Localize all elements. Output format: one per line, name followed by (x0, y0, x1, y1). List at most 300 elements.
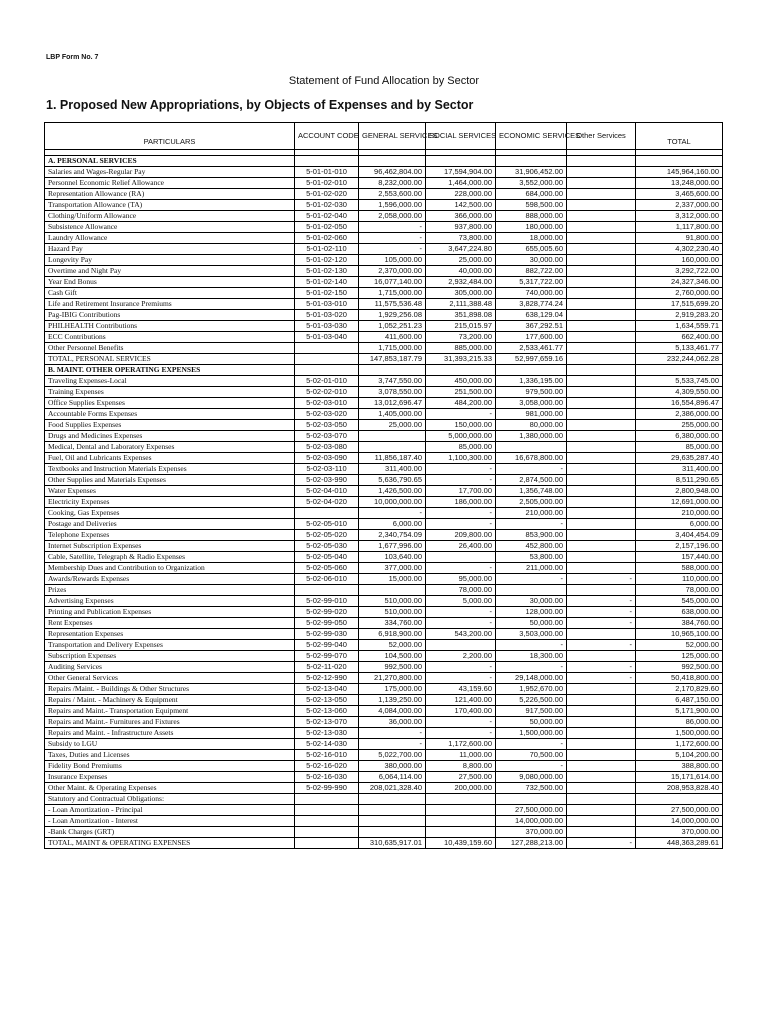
cell-particulars: Repairs and Maint. - Infrastructure Assets (45, 728, 295, 739)
cell-other-services (567, 761, 636, 772)
table-row (45, 464, 723, 475)
cell-account-code: 5-02-03-080 (295, 442, 359, 453)
cell-economic-services: 52,997,659.16 (496, 354, 567, 365)
cell-total: 2,386,000.00 (636, 409, 723, 420)
cell-social-services: 200,000.00 (426, 783, 496, 794)
cell-social-services: 450,000.00 (426, 376, 496, 387)
cell-general-services: - (359, 233, 426, 244)
cell-social-services: 73,200.00 (426, 332, 496, 343)
cell-other-services (567, 684, 636, 695)
cell-general-services: 4,084,000.00 (359, 706, 426, 717)
cell-general-services (359, 431, 426, 442)
cell-particulars: Other Maint. & Operating Expenses (45, 783, 295, 794)
cell-economic-services: 180,000.00 (496, 222, 567, 233)
cell-other-services (567, 695, 636, 706)
cell-social-services: - (426, 508, 496, 519)
cell-account-code: 5-02-99-030 (295, 629, 359, 640)
cell-particulars: Hazard Pay (45, 244, 295, 255)
cell-social-services: 95,000.00 (426, 574, 496, 585)
cell-other-services (567, 827, 636, 838)
cell-social-services: 8,800.00 (426, 761, 496, 772)
cell-account-code: 5-01-03-010 (295, 299, 359, 310)
cell-social-services: - (426, 728, 496, 739)
cell-general-services: 2,340,754.09 (359, 530, 426, 541)
cell-general-services: 1,139,250.00 (359, 695, 426, 706)
cell-account-code: 5-02-06-010 (295, 574, 359, 585)
table-row (45, 189, 723, 200)
cell-economic-services: 888,000.00 (496, 211, 567, 222)
table-row (45, 277, 723, 288)
cell-social-services: 121,400.00 (426, 695, 496, 706)
cell-economic-services: 2,533,461.77 (496, 343, 567, 354)
cell-other-services (567, 530, 636, 541)
cell-general-services: 5,636,790.65 (359, 475, 426, 486)
cell-total: 110,000.00 (636, 574, 723, 585)
cell-economic-services: 732,500.00 (496, 783, 567, 794)
cell-account-code (295, 354, 359, 365)
cell-other-services: - (567, 662, 636, 673)
table-row (45, 321, 723, 332)
cell-social-services: 186,000.00 (426, 497, 496, 508)
cell-social-services: 40,000.00 (426, 266, 496, 277)
cell-general-services: 1,405,000.00 (359, 409, 426, 420)
cell-other-services (567, 497, 636, 508)
cell-account-code: 5-02-05-060 (295, 563, 359, 574)
cell-economic-services: 127,288,213.00 (496, 838, 567, 849)
cell-economic-services: 50,000.00 (496, 717, 567, 728)
cell-social-services: 1,464,000.00 (426, 178, 496, 189)
table-row (45, 552, 723, 563)
cell-account-code: 5-02-99-010 (295, 596, 359, 607)
cell-economic-services: 210,000.00 (496, 508, 567, 519)
cell-account-code (295, 585, 359, 596)
cell-other-services (567, 629, 636, 640)
cell-economic-services (496, 365, 567, 376)
cell-other-services (567, 266, 636, 277)
cell-total: 210,000.00 (636, 508, 723, 519)
cell-social-services: 2,200.00 (426, 651, 496, 662)
cell-total: 384,760.00 (636, 618, 723, 629)
table-row (45, 563, 723, 574)
cell-particulars: PHILHEALTH Contributions (45, 321, 295, 332)
cell-social-services: 11,000.00 (426, 750, 496, 761)
cell-social-services: 209,800.00 (426, 530, 496, 541)
table-row (45, 266, 723, 277)
cell-general-services (359, 156, 426, 167)
cell-general-services: 1,596,000.00 (359, 200, 426, 211)
cell-other-services (567, 156, 636, 167)
cell-general-services (359, 816, 426, 827)
cell-general-services: 1,715,000.00 (359, 288, 426, 299)
cell-total: 2,919,283.20 (636, 310, 723, 321)
cell-general-services: 11,856,187.40 (359, 453, 426, 464)
cell-social-services (426, 640, 496, 651)
cell-economic-services: 18,000.00 (496, 233, 567, 244)
cell-economic-services: 31,906,452.00 (496, 167, 567, 178)
cell-account-code: 5-01-02-020 (295, 189, 359, 200)
cell-general-services: 311,400.00 (359, 464, 426, 475)
cell-particulars: Subsidy to LGU (45, 739, 295, 750)
cell-general-services: 175,000.00 (359, 684, 426, 695)
cell-other-services (567, 585, 636, 596)
cell-total: 638,000.00 (636, 607, 723, 618)
cell-economic-services: - (496, 519, 567, 530)
table-row (45, 332, 723, 343)
cell-particulars: Textbooks and Instruction Materials Expenses (45, 464, 295, 475)
cell-particulars: Repairs and Maint.- Transportation Equipment (45, 706, 295, 717)
cell-other-services: - (567, 618, 636, 629)
cell-total: 2,170,829.60 (636, 684, 723, 695)
section-header-row (45, 365, 723, 376)
cell-particulars: Traveling Expenses-Local (45, 376, 295, 387)
table-row (45, 772, 723, 783)
cell-social-services: - (426, 519, 496, 530)
cell-economic-services: 80,000.00 (496, 420, 567, 431)
cell-total: 13,248,000.00 (636, 178, 723, 189)
cell-total (636, 156, 723, 167)
cell-social-services: 2,111,388.48 (426, 299, 496, 310)
cell-general-services: 6,000.00 (359, 519, 426, 530)
cell-other-services (567, 794, 636, 805)
table-row (45, 442, 723, 453)
cell-total: 5,133,461.77 (636, 343, 723, 354)
form-number: LBP Form No. 7 (46, 54, 99, 61)
cell-account-code: 5-02-12-990 (295, 673, 359, 684)
cell-other-services (567, 310, 636, 321)
cell-total: 145,964,160.00 (636, 167, 723, 178)
table-row (45, 541, 723, 552)
cell-social-services: - (426, 475, 496, 486)
cell-economic-services: 70,500.00 (496, 750, 567, 761)
cell-other-services (567, 772, 636, 783)
cell-social-services: 31,393,215.33 (426, 354, 496, 365)
cell-other-services (567, 255, 636, 266)
cell-particulars: Cooking, Gas Expenses (45, 508, 295, 519)
col-header-total: TOTAL (636, 123, 723, 150)
cell-total: 6,487,150.00 (636, 695, 723, 706)
cell-particulars: Laundry Allowance (45, 233, 295, 244)
cell-general-services: 5,022,700.00 (359, 750, 426, 761)
table-row (45, 233, 723, 244)
cell-social-services: 43,159.60 (426, 684, 496, 695)
table-row (45, 662, 723, 673)
cell-particulars: Taxes, Duties and Licenses (45, 750, 295, 761)
cell-total: 50,418,800.00 (636, 673, 723, 684)
cell-economic-services: 638,129.04 (496, 310, 567, 321)
table-row (45, 695, 723, 706)
cell-particulars: Clothing/Uniform Allowance (45, 211, 295, 222)
cell-total: 12,691,000.00 (636, 497, 723, 508)
cell-social-services: - (426, 563, 496, 574)
cell-other-services: - (567, 673, 636, 684)
cell-general-services: 1,929,256.08 (359, 310, 426, 321)
cell-particulars: - Loan Amortization - Interest (45, 816, 295, 827)
cell-economic-services: 3,058,000.00 (496, 398, 567, 409)
cell-economic-services: 979,500.00 (496, 387, 567, 398)
cell-other-services (567, 783, 636, 794)
cell-economic-services: 3,503,000.00 (496, 629, 567, 640)
cell-social-services: 73,800.00 (426, 233, 496, 244)
cell-economic-services: 30,000.00 (496, 255, 567, 266)
cell-other-services (567, 376, 636, 387)
cell-account-code: 5-01-02-120 (295, 255, 359, 266)
cell-economic-services: 9,080,000.00 (496, 772, 567, 783)
table-row (45, 167, 723, 178)
cell-account-code: 5-01-02-030 (295, 200, 359, 211)
cell-particulars: Cable, Satellite, Telegraph & Radio Expenses (45, 552, 295, 563)
cell-economic-services: 882,722.00 (496, 266, 567, 277)
cell-total: 4,309,550.00 (636, 387, 723, 398)
cell-economic-services: 3,828,774.24 (496, 299, 567, 310)
cell-total: 17,515,699.20 (636, 299, 723, 310)
cell-general-services: - (359, 728, 426, 739)
cell-particulars: Representation Allowance (RA) (45, 189, 295, 200)
cell-general-services: 1,677,996.00 (359, 541, 426, 552)
cell-general-services: 36,000.00 (359, 717, 426, 728)
col-header-other-services: Other Services (567, 123, 636, 150)
table-row (45, 409, 723, 420)
cell-social-services: 251,500.00 (426, 387, 496, 398)
cell-particulars: Printing and Publication Expenses (45, 607, 295, 618)
cell-total: 2,800,948.00 (636, 486, 723, 497)
cell-general-services: 6,064,114.00 (359, 772, 426, 783)
table-row (45, 178, 723, 189)
cell-particulars: Other General Services (45, 673, 295, 684)
cell-economic-services: 1,380,000.00 (496, 431, 567, 442)
cell-other-services: - (567, 607, 636, 618)
cell-general-services: 2,370,000.00 (359, 266, 426, 277)
cell-other-services (567, 453, 636, 464)
cell-particulars: Transportation Allowance (TA) (45, 200, 295, 211)
cell-general-services: 103,640.00 (359, 552, 426, 563)
cell-social-services: - (426, 464, 496, 475)
table-row (45, 255, 723, 266)
table-row (45, 453, 723, 464)
cell-economic-services: 367,292.51 (496, 321, 567, 332)
cell-account-code (295, 343, 359, 354)
cell-economic-services: 1,336,195.00 (496, 376, 567, 387)
cell-account-code: 5-02-03-110 (295, 464, 359, 475)
cell-total: 662,400.00 (636, 332, 723, 343)
cell-account-code (295, 827, 359, 838)
cell-economic-services (496, 442, 567, 453)
cell-social-services: - (426, 662, 496, 673)
cell-other-services (567, 706, 636, 717)
col-header-account-code: ACCOUNT CODE (295, 123, 359, 150)
cell-economic-services: 177,600.00 (496, 332, 567, 343)
cell-particulars: -Bank Charges (GRT) (45, 827, 295, 838)
cell-general-services: 6,918,900.00 (359, 629, 426, 640)
cell-economic-services: - (496, 640, 567, 651)
cell-particulars: Telephone Expenses (45, 530, 295, 541)
section-title: 1. Proposed New Appropriations, by Objects of Expenses and by Sector (46, 98, 474, 112)
cell-total: 24,327,346.00 (636, 277, 723, 288)
cell-particulars: Membership Dues and Contribution to Organization (45, 563, 295, 574)
cell-social-services: - (426, 607, 496, 618)
cell-particulars: TOTAL, MAINT & OPERATING EXPENSES (45, 838, 295, 849)
cell-general-services: 380,000.00 (359, 761, 426, 772)
cell-general-services: 334,760.00 (359, 618, 426, 629)
table-row (45, 508, 723, 519)
cell-other-services (567, 398, 636, 409)
cell-other-services (567, 442, 636, 453)
cell-general-services: 2,553,600.00 (359, 189, 426, 200)
cell-total: 255,000.00 (636, 420, 723, 431)
table-row (45, 530, 723, 541)
cell-particulars: - Loan Amortization - Principal (45, 805, 295, 816)
cell-economic-services: - (496, 739, 567, 750)
cell-general-services: 1,715,000.00 (359, 343, 426, 354)
table-row (45, 783, 723, 794)
cell-other-services (567, 354, 636, 365)
cell-total: 160,000.00 (636, 255, 723, 266)
cell-other-services (567, 189, 636, 200)
cell-particulars: Statutory and Contractual Obligations: (45, 794, 295, 805)
table-row (45, 310, 723, 321)
cell-economic-services (496, 794, 567, 805)
cell-other-services (567, 178, 636, 189)
cell-social-services: - (426, 618, 496, 629)
table-row (45, 387, 723, 398)
cell-social-services: 142,500.00 (426, 200, 496, 211)
table-row (45, 629, 723, 640)
cell-particulars: Advertising Expenses (45, 596, 295, 607)
table-header-row (45, 123, 723, 150)
cell-total: 6,000.00 (636, 519, 723, 530)
cell-economic-services: 452,800.00 (496, 541, 567, 552)
cell-social-services: 78,000.00 (426, 585, 496, 596)
cell-total: 52,000.00 (636, 640, 723, 651)
table-row (45, 244, 723, 255)
table-row (45, 354, 723, 365)
cell-total: 1,500,000.00 (636, 728, 723, 739)
cell-economic-services: 16,678,800.00 (496, 453, 567, 464)
cell-other-services (567, 299, 636, 310)
table-row (45, 827, 723, 838)
cell-account-code: 5-02-04-010 (295, 486, 359, 497)
table-row (45, 211, 723, 222)
table-row (45, 838, 723, 849)
cell-other-services (567, 431, 636, 442)
cell-general-services (359, 365, 426, 376)
cell-total: 1,634,559.71 (636, 321, 723, 332)
cell-account-code: 5-01-03-020 (295, 310, 359, 321)
cell-general-services: 13,012,696.47 (359, 398, 426, 409)
cell-total (636, 794, 723, 805)
cell-total: 91,800.00 (636, 233, 723, 244)
cell-other-services (567, 222, 636, 233)
cell-total: 85,000.00 (636, 442, 723, 453)
table-row (45, 497, 723, 508)
cell-general-services (359, 805, 426, 816)
cell-particulars: ECC Contributions (45, 332, 295, 343)
cell-total: 2,157,196.00 (636, 541, 723, 552)
cell-social-services: 937,800.00 (426, 222, 496, 233)
cell-particulars: Pag-IBIG Contributions (45, 310, 295, 321)
table-row (45, 299, 723, 310)
cell-other-services (567, 541, 636, 552)
cell-total: 1,117,800.00 (636, 222, 723, 233)
cell-social-services: 10,439,159.60 (426, 838, 496, 849)
cell-total: 1,172,600.00 (636, 739, 723, 750)
table-row (45, 816, 723, 827)
cell-total: 3,404,454.09 (636, 530, 723, 541)
cell-total: 5,533,745.00 (636, 376, 723, 387)
cell-other-services (567, 519, 636, 530)
cell-other-services (567, 464, 636, 475)
cell-social-services: 26,400.00 (426, 541, 496, 552)
cell-account-code (295, 365, 359, 376)
cell-total: 208,953,828.40 (636, 783, 723, 794)
cell-other-services (567, 728, 636, 739)
col-header-general-services: GENERAL SERVICES (359, 123, 426, 150)
cell-total: 588,000.00 (636, 563, 723, 574)
cell-other-services (567, 750, 636, 761)
cell-economic-services: 14,000,000.00 (496, 816, 567, 827)
cell-social-services: 170,400.00 (426, 706, 496, 717)
cell-social-services (426, 156, 496, 167)
cell-account-code: 5-01-01-010 (295, 167, 359, 178)
cell-social-services: 27,500.00 (426, 772, 496, 783)
cell-other-services: - (567, 640, 636, 651)
cell-account-code: 5-01-02-010 (295, 178, 359, 189)
cell-general-services: 105,000.00 (359, 255, 426, 266)
cell-particulars: Auditing Services (45, 662, 295, 673)
cell-general-services: 96,462,804.00 (359, 167, 426, 178)
cell-total: 2,760,000.00 (636, 288, 723, 299)
cell-account-code: 5-02-01-010 (295, 376, 359, 387)
cell-general-services: 310,635,917.01 (359, 838, 426, 849)
cell-social-services: 17,700.00 (426, 486, 496, 497)
cell-account-code (295, 838, 359, 849)
cell-economic-services: - (496, 574, 567, 585)
cell-economic-services: - (496, 761, 567, 772)
cell-account-code: 5-02-03-090 (295, 453, 359, 464)
cell-account-code: 5-01-02-110 (295, 244, 359, 255)
cell-other-services (567, 563, 636, 574)
cell-general-services: 11,575,536.48 (359, 299, 426, 310)
cell-economic-services: 740,000.00 (496, 288, 567, 299)
cell-particulars: Subsistence Allowance (45, 222, 295, 233)
table-row (45, 684, 723, 695)
cell-particulars: Insurance Expenses (45, 772, 295, 783)
cell-other-services (567, 365, 636, 376)
cell-economic-services: 50,000.00 (496, 618, 567, 629)
cell-account-code: 5-02-99-020 (295, 607, 359, 618)
cell-total: 27,500,000.00 (636, 805, 723, 816)
cell-general-services (359, 794, 426, 805)
cell-other-services (567, 288, 636, 299)
cell-account-code: 5-02-99-990 (295, 783, 359, 794)
cell-economic-services (496, 156, 567, 167)
cell-account-code (295, 805, 359, 816)
cell-account-code: 5-02-05-040 (295, 552, 359, 563)
cell-particulars: Awards/Rewards Expenses (45, 574, 295, 585)
cell-general-services: 510,000.00 (359, 596, 426, 607)
cell-social-services (426, 365, 496, 376)
cell-general-services: 510,000.00 (359, 607, 426, 618)
cell-social-services: 351,898.08 (426, 310, 496, 321)
cell-particulars: TOTAL, PERSONAL SERVICES (45, 354, 295, 365)
cell-total: 3,292,722.00 (636, 266, 723, 277)
cell-total: 388,800.00 (636, 761, 723, 772)
cell-total: 15,171,614.00 (636, 772, 723, 783)
cell-social-services: 1,100,300.00 (426, 453, 496, 464)
table-row (45, 728, 723, 739)
cell-general-services: 15,000.00 (359, 574, 426, 585)
cell-social-services: 484,200.00 (426, 398, 496, 409)
cell-total: 5,171,900.00 (636, 706, 723, 717)
